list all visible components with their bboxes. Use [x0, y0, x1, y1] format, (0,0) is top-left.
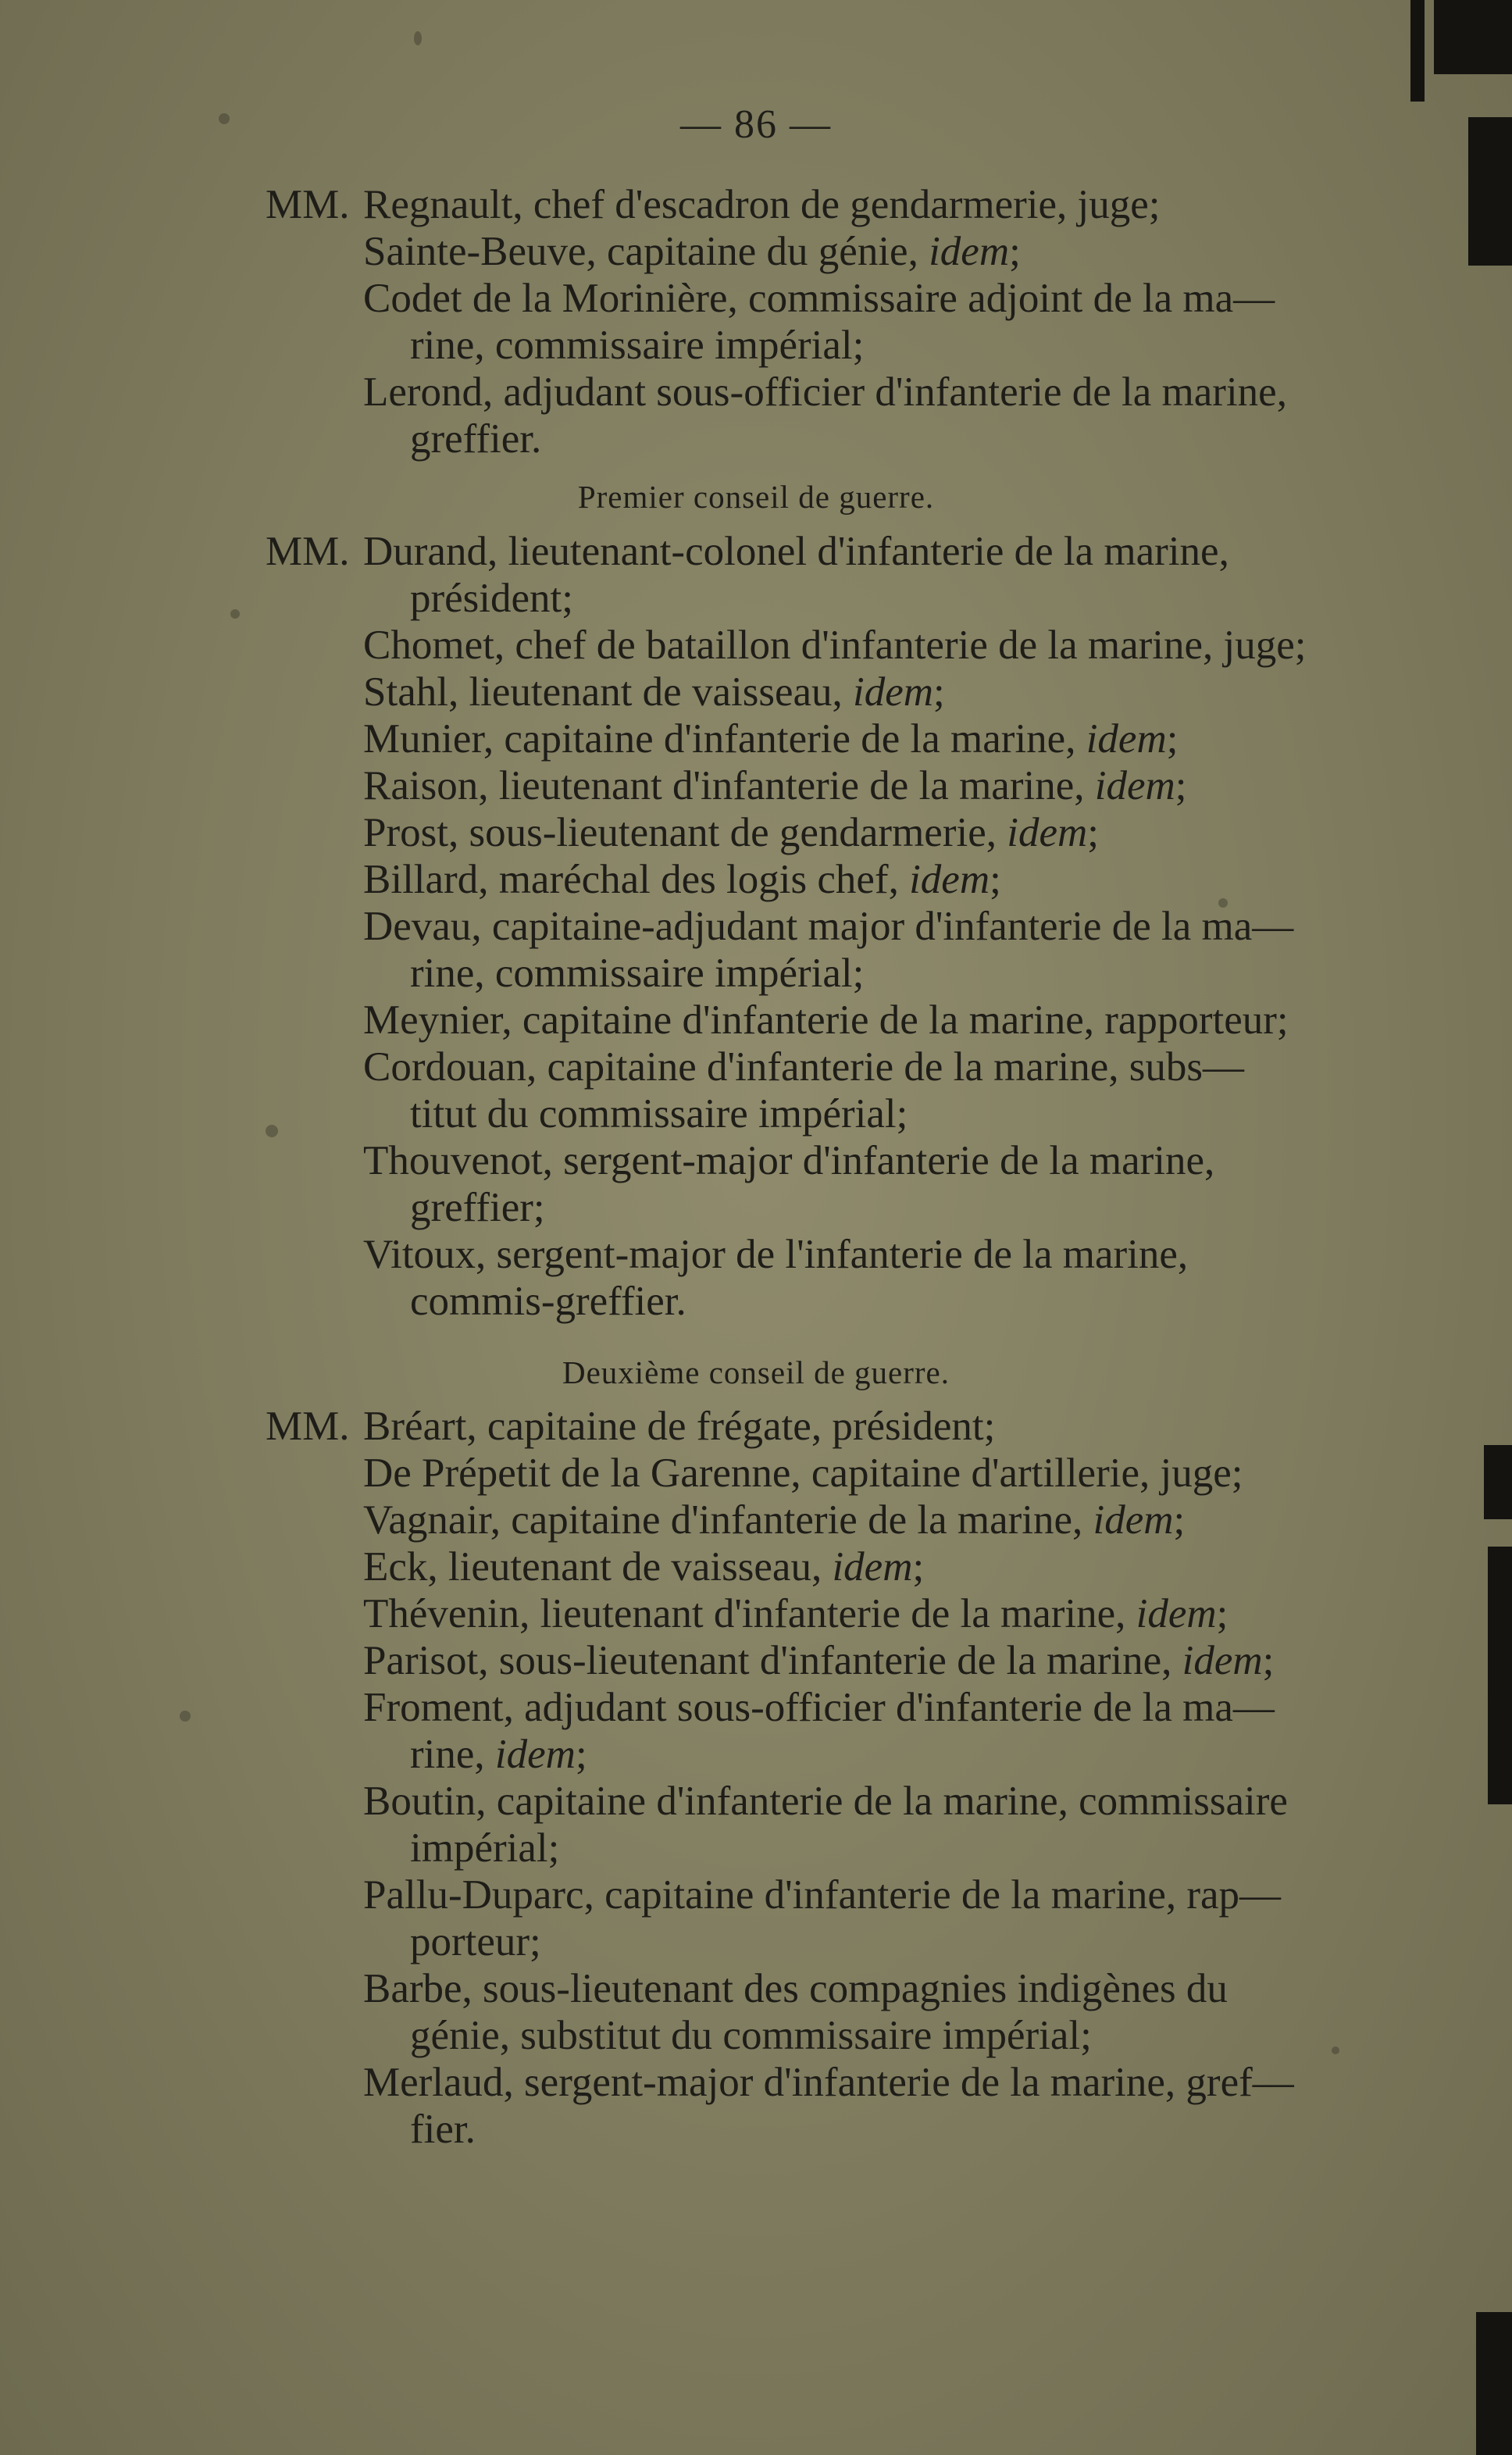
- entry-line-continued: rine, commissaire impérial;: [410, 323, 865, 368]
- entry-line: Billard, maréchal des logis chef, idem;: [363, 857, 1001, 902]
- entry-line: Pallu-Duparc, capitaine d'infanterie de la marine, rap—: [363, 1872, 1282, 1918]
- entry-line: Sainte-Beuve, capitaine du génie, idem;: [363, 229, 1021, 274]
- entry-line: Raison, lieutenant d'infanterie de la marine, idem;: [363, 763, 1187, 808]
- entry-text: Regnault, chef d'escadron de gendarmerie, juge;: [363, 182, 1161, 227]
- entry-line-continued: impérial;: [410, 1825, 560, 1871]
- mm-prefix: MM.: [266, 529, 350, 574]
- entry-line-continued: greffier.: [410, 416, 542, 462]
- entry-line-continued: rine, commissaire impérial;: [410, 951, 865, 996]
- entry-text: Bréart, capitaine de frégate, président;: [363, 1404, 996, 1449]
- scan-speck: [230, 609, 240, 619]
- entry-line: Barbe, sous-lieutenant des compagnies indigènes du: [363, 1966, 1228, 2011]
- entry-line: Lerond, adjudant sous-officier d'infanterie de la marine,: [363, 369, 1287, 415]
- scan-speck: [414, 31, 422, 45]
- entry-line-continued: président;: [410, 576, 573, 621]
- scan-edge-artifact: [1476, 2312, 1512, 2455]
- entry-line-continued: rine, idem;: [410, 1732, 587, 1777]
- entry-line: Merlaud, sergent-major d'infanterie de la marine, gref—: [363, 2060, 1294, 2105]
- entry-line: Stahl, lieutenant de vaisseau, idem;: [363, 669, 945, 715]
- entry-line: Munier, capitaine d'infanterie de la marine, idem;: [363, 716, 1179, 762]
- entry-line-continued: commis-greffier.: [410, 1279, 686, 1324]
- scan-edge-artifact: [1484, 1445, 1512, 1519]
- scan-speck: [1332, 2046, 1339, 2054]
- mm-prefix: MM.: [266, 1404, 350, 1449]
- scan-speck: [1218, 898, 1228, 908]
- section-heading: Premier conseil de guerre.: [577, 479, 935, 515]
- entry-line-continued: greffier;: [410, 1185, 545, 1230]
- entry-line: Thouvenot, sergent-major d'infanterie de la marine,: [363, 1138, 1215, 1183]
- entry-line-continued: fier.: [410, 2107, 476, 2152]
- entry-line: Thévenin, lieutenant d'infanterie de la marine, idem;: [363, 1591, 1228, 1636]
- scan-speck: [219, 113, 230, 124]
- entry-line: [266, 1403, 1453, 1450]
- entry-line: Cordouan, capitaine d'infanterie de la marine, subs—: [363, 1044, 1245, 1090]
- section-heading: Deuxième conseil de guerre.: [562, 1354, 950, 1390]
- page-number: — 86 —: [680, 102, 832, 147]
- entry-line: [266, 528, 1453, 575]
- entry-line: Devau, capitaine-adjudant major d'infanterie de la ma—: [363, 904, 1294, 949]
- entry-text: Durand, lieutenant-colonel d'infanterie de la marine,: [363, 529, 1229, 574]
- entry-line: Vitoux, sergent-major de l'infanterie de la marine,: [363, 1232, 1189, 1277]
- entry-line: De Prépetit de la Garenne, capitaine d'artillerie, juge;: [363, 1451, 1243, 1496]
- scan-edge-artifact: [1488, 1547, 1512, 1804]
- entry-line-continued: génie, substitut du commissaire impérial;: [410, 2013, 1092, 2058]
- entry-line: Froment, adjudant sous-officier d'infanterie de la ma—: [363, 1685, 1275, 1730]
- entry-line: Chomet, chef de bataillon d'infanterie de la marine, juge;: [363, 623, 1307, 668]
- entry-line-continued: titut du commissaire impérial;: [410, 1091, 908, 1137]
- entry-line: Codet de la Morinière, commissaire adjoint de la ma—: [363, 276, 1275, 321]
- scan-edge-artifact: [1468, 117, 1512, 266]
- entry-line: Prost, sous-lieutenant de gendarmerie, idem;: [363, 810, 1099, 855]
- scan-edge-artifact: [1434, 0, 1512, 74]
- scan-speck: [266, 1125, 278, 1137]
- entry-line-continued: porteur;: [410, 1919, 541, 1964]
- entry-line: Vagnair, capitaine d'infanterie de la marine, idem;: [363, 1497, 1186, 1543]
- scan-edge-artifact: [1410, 0, 1425, 102]
- scan-speck: [180, 1711, 191, 1722]
- entry-line: [266, 181, 1453, 228]
- entry-line: Meynier, capitaine d'infanterie de la marine, rapporteur;: [363, 997, 1289, 1043]
- entry-line: Parisot, sous-lieutenant d'infanterie de la marine, idem;: [363, 1638, 1275, 1683]
- entry-line: Eck, lieutenant de vaisseau, idem;: [363, 1544, 925, 1590]
- entry-line: Boutin, capitaine d'infanterie de la marine, commissaire: [363, 1779, 1288, 1824]
- mm-prefix: MM.: [266, 182, 350, 227]
